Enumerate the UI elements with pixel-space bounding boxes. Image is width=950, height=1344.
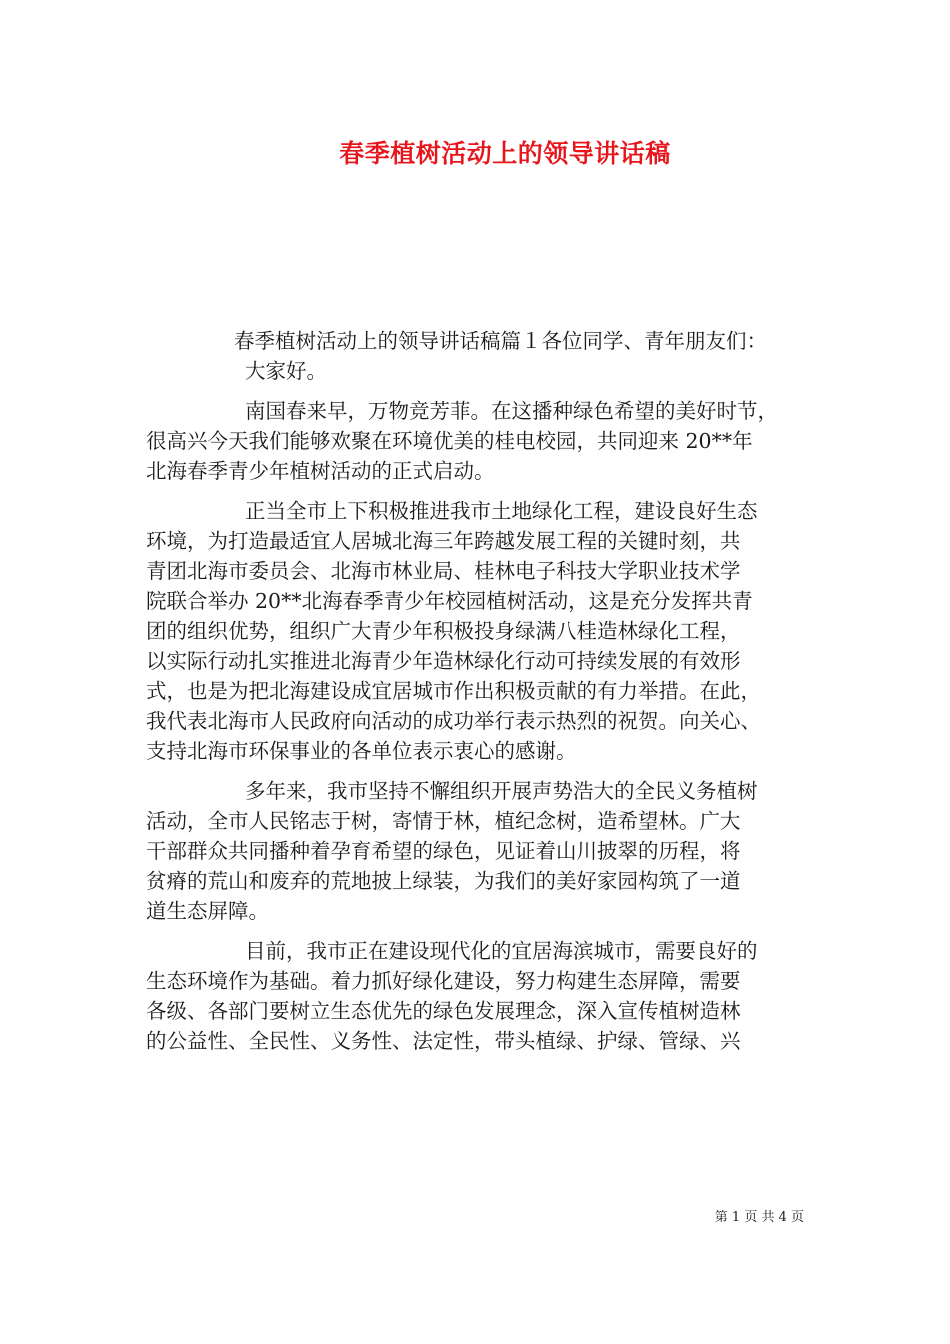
paragraph-line: 环境，为打造最适宜人居城北海三年跨越发展工程的关键时刻，共	[146, 529, 741, 553]
paragraph-line: 目前，我市正在建设现代化的宜居海滨城市，需要良好的	[245, 939, 758, 963]
paragraph-line: 生态环境作为基础。着力抓好绿化建设，努力构建生态屏障，需要	[146, 969, 741, 993]
paragraph-4	[146, 936, 810, 1056]
paragraph-line: 团的组织优势，组织广大青少年积极投身绿满八桂造林绿化工程，	[146, 619, 741, 643]
paragraph-line: 南国春来早，万物竞芳菲。在这播种绿色希望的美好时节，	[245, 399, 778, 423]
paragraph-line: 以实际行动扎实推进北海青少年造林绿化行动可持续发展的有效形	[146, 649, 741, 673]
document-body	[146, 326, 810, 1066]
paragraph-line: 很高兴今天我们能够欢聚在环境优美的桂电校园，共同迎来 20**年	[146, 429, 753, 453]
document-title: 春季植树活动上的领导讲话稿	[339, 139, 671, 168]
paragraph-line: 式，也是为把北海建设成宜居城市作出积极贡献的有力举措。在此，	[146, 679, 761, 703]
greeting-paragraph	[146, 356, 810, 386]
paragraph-line: 支持北海市环保事业的各单位表示衷心的感谢。	[146, 739, 577, 763]
paragraph-line: 的公益性、全民性、义务性、法定性，带头植绿、护绿、管绿、兴	[146, 1029, 741, 1053]
paragraph-1	[146, 396, 810, 486]
paragraph-line: 北海春季青少年植树活动的正式启动。	[146, 459, 495, 483]
paragraph-line: 正当全市上下积极推进我市土地绿化工程，建设良好生态	[245, 499, 758, 523]
paragraph-line: 道生态屏障。	[146, 899, 269, 923]
paragraph-line: 干部群众共同播种着孕育希望的绿色，见证着山川披翠的历程，将	[146, 839, 741, 863]
paragraph-line: 院联合举办 20**北海春季青少年校园植树活动，这是充分发挥共青	[146, 589, 753, 613]
paragraph-line: 多年来，我市坚持不懈组织开展声势浩大的全民义务植树	[245, 779, 758, 803]
intro-line: 春季植树活动上的领导讲话稿篇１各位同学、青年朋友们：	[234, 329, 767, 353]
paragraph-2	[146, 496, 810, 766]
paragraph-line: 我代表北海市人民政府向活动的成功举行表示热烈的祝贺。向关心、	[146, 709, 761, 733]
paragraph-line: 青团北海市委员会、北海市林业局、桂林电子科技大学职业技术学	[146, 559, 741, 583]
paragraph-line: 各级、各部门要树立生态优先的绿色发展理念，深入宣传植树造林	[146, 999, 741, 1023]
page-number-footer: 第 1 页 共 4 页	[714, 1210, 804, 1225]
paragraph-3	[146, 776, 810, 926]
paragraph-line: 贫瘠的荒山和废弃的荒地披上绿装，为我们的美好家园构筑了一道	[146, 869, 741, 893]
paragraph-line: 活动，全市人民铭志于树，寄情于林，植纪念树，造希望林。广大	[146, 809, 741, 833]
greeting-line: 大家好。	[245, 359, 327, 383]
